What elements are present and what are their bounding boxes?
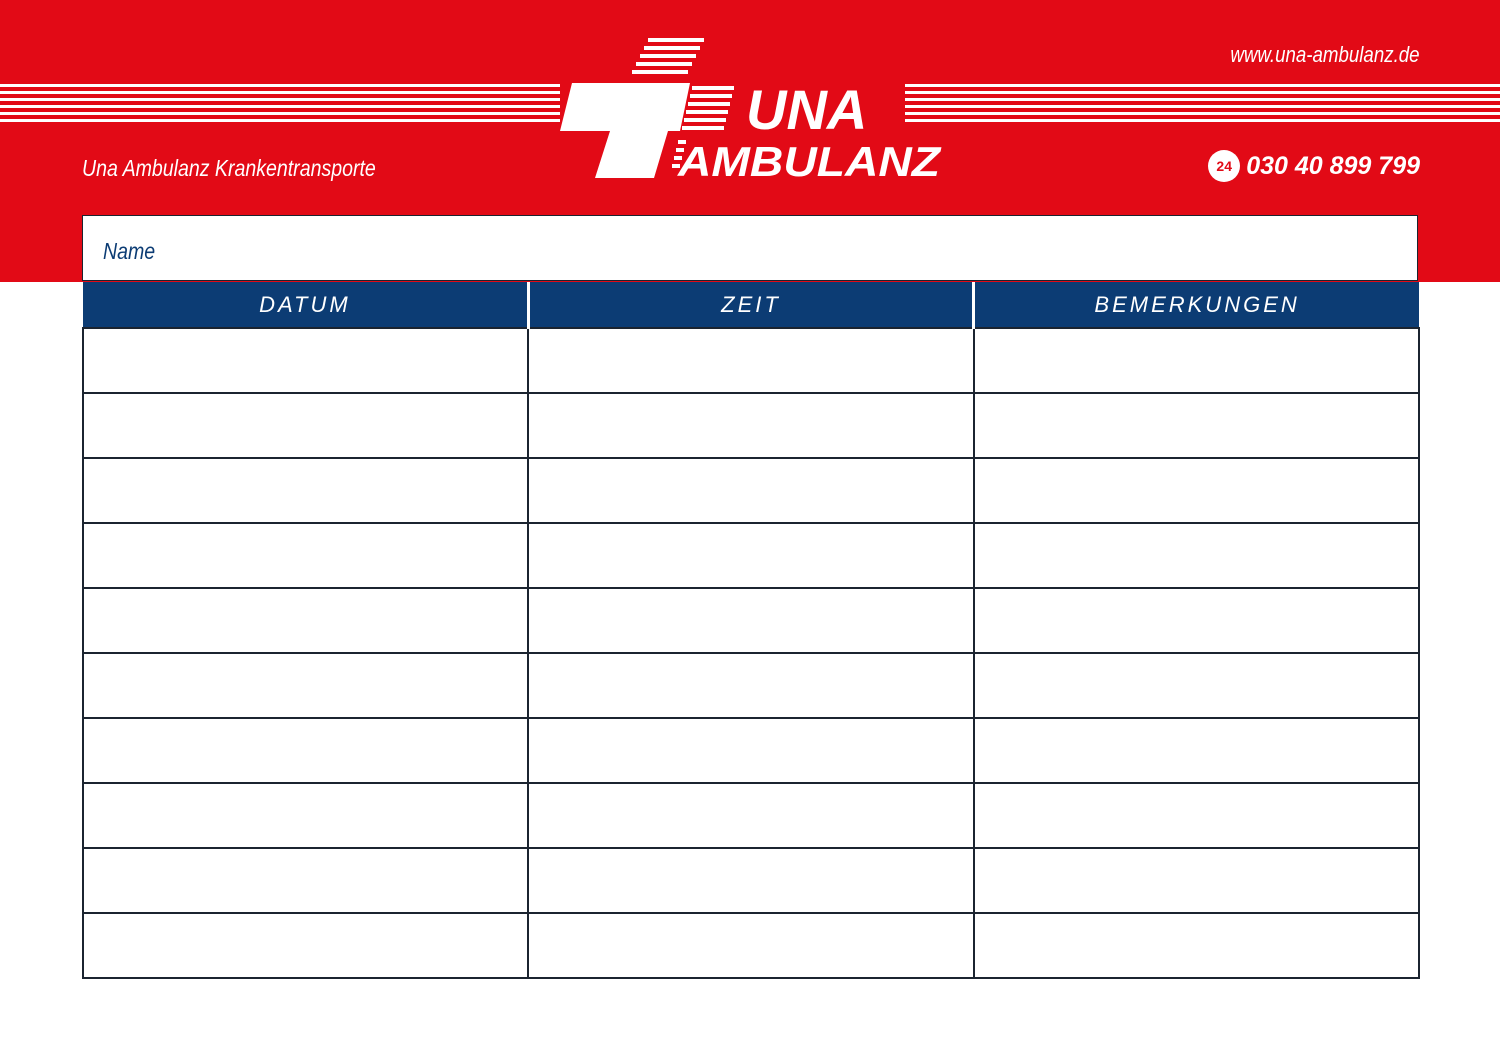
table-row xyxy=(83,718,1419,783)
phone-24-icon: 24 xyxy=(1208,150,1240,182)
cell-zeit[interactable] xyxy=(528,523,973,588)
cell-datum[interactable] xyxy=(83,848,528,913)
table-row xyxy=(83,523,1419,588)
column-header-bemerkungen: BEMERKUNGEN xyxy=(974,282,1419,328)
table-header-row xyxy=(83,282,1419,328)
table-row xyxy=(83,458,1419,523)
cell-zeit[interactable] xyxy=(528,783,973,848)
phone-text: 030 40 899 799 xyxy=(1246,151,1420,180)
cell-bemerkungen[interactable] xyxy=(974,783,1419,848)
name-field[interactable] xyxy=(82,215,1418,281)
cell-zeit[interactable] xyxy=(528,328,973,393)
cell-zeit[interactable] xyxy=(528,458,973,523)
cell-datum[interactable] xyxy=(83,718,528,783)
cell-bemerkungen[interactable] xyxy=(974,393,1419,458)
cell-zeit[interactable] xyxy=(528,718,973,783)
table-row xyxy=(83,328,1419,393)
column-header-zeit: ZEIT xyxy=(528,282,973,328)
cell-datum[interactable] xyxy=(83,588,528,653)
table-row xyxy=(83,393,1419,458)
cell-datum[interactable] xyxy=(83,653,528,718)
table-row xyxy=(83,783,1419,848)
logo-text-una: UNA xyxy=(746,78,868,141)
cell-datum[interactable] xyxy=(83,913,528,978)
column-header-datum: DATUM xyxy=(83,282,528,328)
cell-bemerkungen[interactable] xyxy=(974,913,1419,978)
phone-number[interactable] xyxy=(1208,150,1420,182)
cell-zeit[interactable] xyxy=(528,653,973,718)
cell-datum[interactable] xyxy=(83,393,528,458)
log-table xyxy=(82,282,1420,979)
table-row xyxy=(83,913,1419,978)
table-row xyxy=(83,653,1419,718)
decorative-stripes-right xyxy=(905,84,1500,131)
cell-zeit[interactable] xyxy=(528,913,973,978)
cell-zeit[interactable] xyxy=(528,588,973,653)
cell-bemerkungen[interactable] xyxy=(974,523,1419,588)
cell-zeit[interactable] xyxy=(528,393,973,458)
una-ambulanz-logo xyxy=(550,28,950,188)
cell-bemerkungen[interactable] xyxy=(974,458,1419,523)
cell-zeit[interactable] xyxy=(528,848,973,913)
logo-text-ambulanz: AMBULANZ xyxy=(676,138,942,185)
cell-datum[interactable] xyxy=(83,523,528,588)
company-name: Una Ambulanz Krankentransporte xyxy=(82,155,376,181)
cell-bemerkungen[interactable] xyxy=(974,588,1419,653)
cell-bemerkungen[interactable] xyxy=(974,848,1419,913)
cell-bemerkungen[interactable] xyxy=(974,328,1419,393)
cell-datum[interactable] xyxy=(83,328,528,393)
cell-datum[interactable] xyxy=(83,783,528,848)
website-link[interactable]: www.una-ambulanz.de xyxy=(1230,42,1420,67)
decorative-stripes-left xyxy=(0,84,560,131)
cell-bemerkungen[interactable] xyxy=(974,653,1419,718)
cell-bemerkungen[interactable] xyxy=(974,718,1419,783)
cell-datum[interactable] xyxy=(83,458,528,523)
table-row xyxy=(83,588,1419,653)
table-row xyxy=(83,848,1419,913)
name-label: Name xyxy=(103,238,156,264)
